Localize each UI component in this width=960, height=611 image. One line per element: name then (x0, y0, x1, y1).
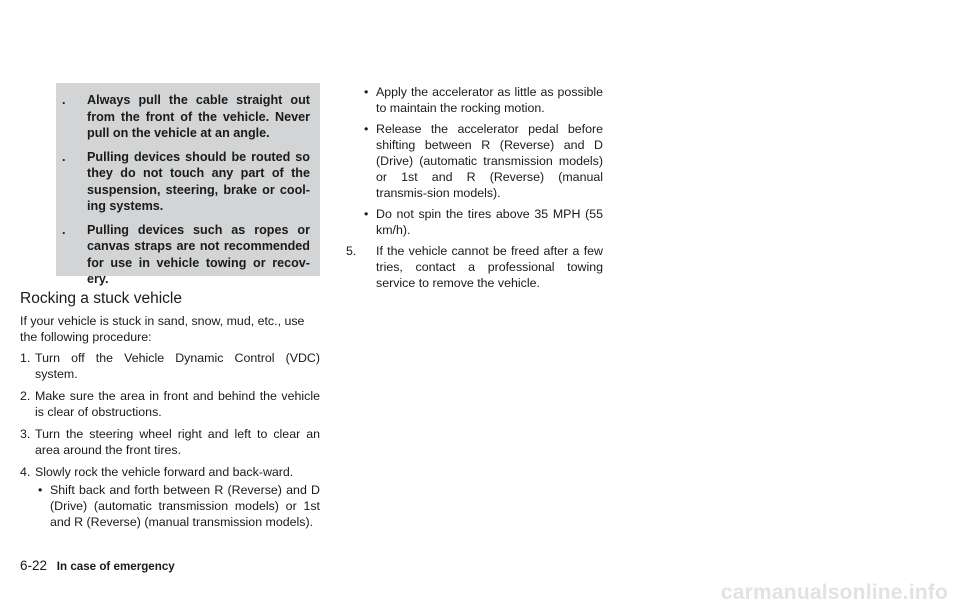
procedure-step (20, 426, 320, 458)
left-column (20, 313, 320, 536)
warning-item (56, 149, 310, 215)
step-text: If the vehicle cannot be freed after a few tries, contact a professional towing service to remove the vehicle. (376, 244, 603, 290)
bullet-icon: • (38, 483, 43, 497)
section-heading: Rocking a stuck vehicle (20, 290, 182, 307)
step-text: Turn off the Vehicle Dynamic Control (VDC) system. (35, 351, 320, 381)
warning-item (56, 92, 310, 142)
procedure-step (20, 464, 320, 530)
warning-item (56, 222, 310, 288)
warning-bullet: . (62, 93, 66, 107)
intro-paragraph: If your vehicle is stuck in sand, snow, mud, etc., use the following procedure: (20, 314, 305, 344)
sub-bullet-text: Shift back and forth between R (Reverse) and D (Drive) (automatic transmission models) or 1st and R (Reverse) (manual transmission models). (50, 483, 320, 529)
step-number: 5. (346, 244, 357, 258)
warning-text: Pulling devices should be routed so they do not touch any part of the suspension, steering, brake or cool-ing systems. (87, 149, 310, 213)
step-sub-bullet (361, 121, 603, 201)
step-sub-bullet (361, 84, 603, 116)
step-sub-bullet (35, 482, 320, 530)
page-footer (20, 558, 175, 575)
page-number: 6-22 (20, 558, 48, 573)
bullet-icon: • (364, 85, 369, 99)
step-text: Turn the steering wheel right and left to clear an area around the front tires. (35, 427, 320, 457)
bullet-icon: • (364, 122, 369, 136)
warning-text: Pulling devices such as ropes or canvas straps are not recommended for use in vehicle towing or recov-ery. (87, 222, 310, 286)
warning-text: Always pull the cable straight out from the front of the vehicle. Never pull on the vehicle at an angle. (87, 93, 310, 140)
warning-bullet: . (62, 222, 66, 237)
sub-bullet-text: Do not spin the tires above 35 MPH (55 km/h). (376, 207, 603, 237)
procedure-step (20, 388, 320, 420)
step-number: 2. (20, 389, 31, 403)
step-text: Make sure the area in front and behind the vehicle is clear of obstructions. (35, 389, 320, 419)
step-number: 4. (20, 465, 31, 479)
step-number: 1. (20, 351, 31, 365)
warning-box (56, 83, 320, 286)
bullet-icon: • (364, 207, 369, 221)
watermark: carmanualsonline.info (720, 581, 948, 604)
step-number: 3. (20, 427, 31, 441)
sub-bullet-text: Apply the accelerator as little as possible to maintain the rocking motion. (376, 85, 603, 115)
warning-bullet: . (62, 149, 66, 164)
right-column (346, 84, 603, 297)
step-text: Slowly rock the vehicle forward and back-ward. (35, 465, 294, 479)
sub-bullet-text: Release the accelerator pedal before shifting between R (Reverse) and D (Drive) (automatic transmission models) or 1st and R (Reverse) (manual transmis-sion models). (376, 122, 603, 200)
procedure-step (346, 243, 603, 291)
step-sub-bullet (361, 206, 603, 238)
procedure-step (20, 350, 320, 382)
footer-section-title: In case of emergency (56, 560, 175, 573)
